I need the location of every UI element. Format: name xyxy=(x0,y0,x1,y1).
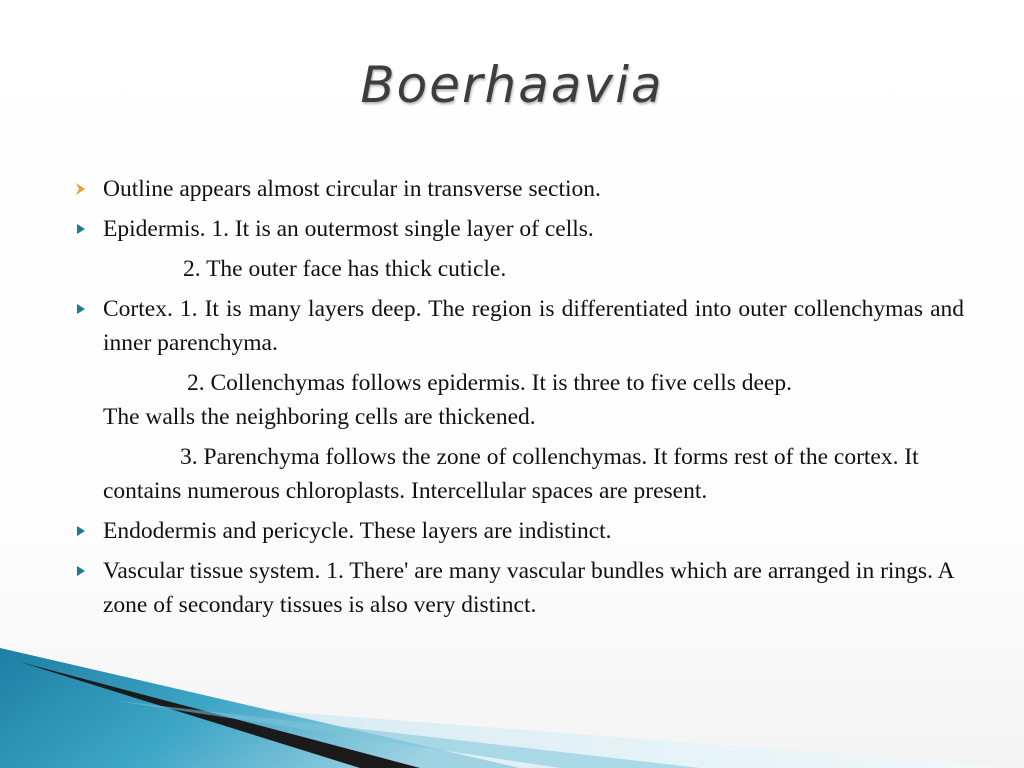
continuation-text: 2. Collenchymas follows epidermis. It is three to five cells deep. xyxy=(187,370,792,396)
list-item-text: Endodermis and pericycle. These layers are indistinct. xyxy=(103,518,612,544)
band-teal-light xyxy=(110,700,700,768)
continuation-text: The walls the neighboring cells are thickened. xyxy=(103,404,536,430)
list-item-continuation xyxy=(70,252,964,286)
triangle-icon xyxy=(75,563,87,579)
triangle-icon xyxy=(75,221,87,237)
list-item-text: Cortex. 1. It is many layers deep. The region is differentiated into outer collenchymas and inner parenchyma. xyxy=(103,296,964,356)
list-item-text: Epidermis. 1. It is an outermost single layer of cells. xyxy=(103,216,594,242)
list-item xyxy=(70,172,964,206)
band-teal xyxy=(0,648,520,768)
continuation-text: 2. The outer face has thick cuticle. xyxy=(183,256,507,282)
triangle-icon xyxy=(75,523,87,539)
list-item xyxy=(70,292,964,360)
band-pale xyxy=(0,690,1024,768)
band-dark xyxy=(20,662,420,768)
list-item-text: Vascular tissue system. 1. There' are many vascular bundles which are arranged in rings. A zone of secondary tissues is also very distinct. xyxy=(103,558,954,618)
bullet-list xyxy=(70,172,964,628)
triangle-icon xyxy=(75,301,87,317)
list-item-continuation xyxy=(70,440,964,508)
list-item xyxy=(70,212,964,246)
list-item-continuation xyxy=(70,366,964,434)
slide-title: Boerhaavia xyxy=(360,56,664,114)
list-item xyxy=(70,554,964,622)
continuation-text: 3. Parenchyma follows the zone of collenchymas. It forms rest of the cortex. It contains numerous chloroplasts. Intercellular spaces are present. xyxy=(103,444,919,504)
list-item xyxy=(70,514,964,548)
list-item-text: Outline appears almost circular in transverse section. xyxy=(103,176,601,202)
arrowhead-icon xyxy=(75,181,87,197)
